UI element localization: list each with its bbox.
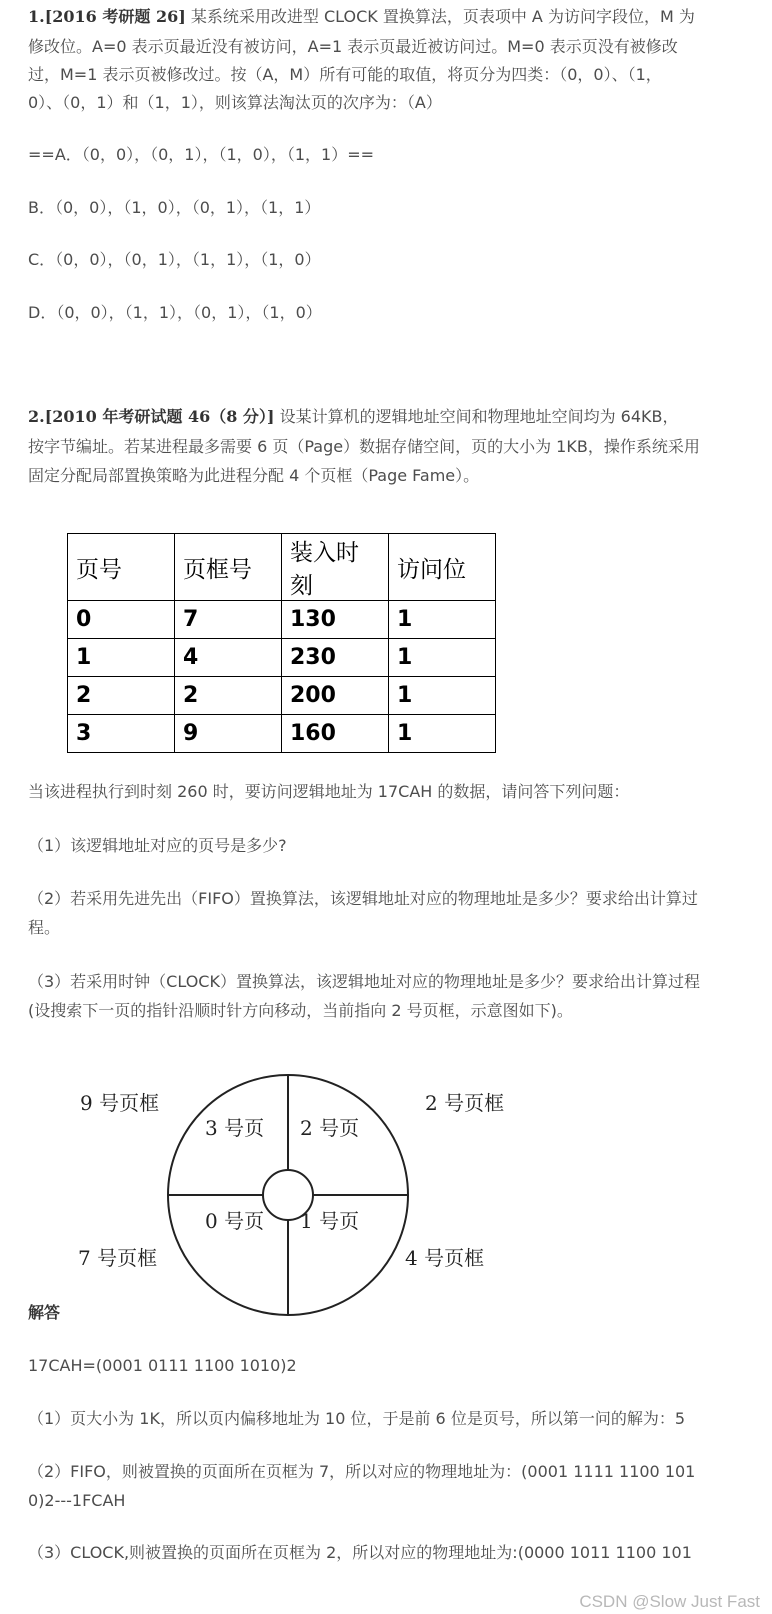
page-label-3: 3 号页 [205, 1116, 265, 1140]
page-label-1: 1 号页 [300, 1209, 360, 1233]
q2-label: 2.[2010 年考研试题 46（8 分）] [28, 407, 275, 426]
watermark: CSDN @Slow Just Fast [579, 1592, 760, 1611]
q1-option-a: ==A．（0，0），（0，1），（1，0），（1，1）== [28, 145, 375, 164]
frame-label-4: 4 号页框 [405, 1246, 485, 1270]
cell: 1 [389, 639, 496, 677]
cell: 0 [68, 601, 175, 639]
q2-sub3-line1: （3）若采用时钟（CLOCK）置换算法，该逻辑地址对应的物理地址是多少？要求给出计算过程 [28, 972, 700, 991]
q1-option-d: D．（0，0），（1，1），（0，1），（1，0） [28, 303, 322, 322]
cell: 4 [175, 639, 282, 677]
cell: 7 [175, 601, 282, 639]
cell: 200 [282, 677, 389, 715]
answer-2-line2: 0)2---1FCAH [28, 1491, 126, 1510]
table-row [68, 715, 496, 753]
q1-line2: 修改位。A=0 表示页最近没有被访问，A=1 表示页最近被访问过。M=0 表示页没有被修改 [28, 37, 678, 56]
cell: 230 [282, 639, 389, 677]
answer-binary: 17CAH=(0001 0111 1100 1010)2 [28, 1356, 297, 1375]
cell: 2 [175, 677, 282, 715]
q1-line4: 0）、（0，1）和（1，1），则该算法淘汰页的次序为：（A） [28, 93, 442, 112]
frame-label-7: 7 号页框 [78, 1246, 158, 1270]
frame-label-9: 9 号页框 [80, 1091, 160, 1115]
table-row [68, 601, 496, 639]
q1-line3: 过，M=1 表示页被修改过。按（A，M）所有可能的取值，将页分为四类：（0，0）、（1， [28, 65, 662, 84]
answer-1: （1）页大小为 1K，所以页内偏移地址为 10 位，于是前 6 位是页号，所以第一问的解为：5 [28, 1409, 686, 1428]
cell: 1 [389, 677, 496, 715]
cell: 1 [68, 639, 175, 677]
answer-2-line1: （2）FIFO，则被置换的页面所在页框为 7，所以对应的物理地址为：(0001 1111 1100 101 [28, 1462, 696, 1481]
header-page-number: 页号 [68, 534, 175, 601]
q1-label: 1.[2016 考研题 26] [28, 7, 186, 26]
frame-label-2: 2 号页框 [425, 1091, 505, 1115]
cell: 1 [389, 601, 496, 639]
clock-diagram [60, 1050, 520, 1320]
answer-heading: 解答 [28, 1303, 61, 1322]
header-access-bit: 访问位 [389, 534, 496, 601]
q1-option-b: B．（0，0），（1，0），（0，1），（1，1） [28, 198, 321, 217]
page-label-2: 2 号页 [300, 1116, 360, 1140]
cell: 160 [282, 715, 389, 753]
header-frame-number: 页框号 [175, 534, 282, 601]
q1-line1: 某系统采用改进型 CLOCK 置换算法，页表项中 A 为访问字段位，M 为 [185, 7, 695, 26]
table-row [68, 639, 496, 677]
cell: 3 [68, 715, 175, 753]
q1-paragraph [28, 2, 718, 32]
q2-line1: 设某计算机的逻辑地址空间和物理地址空间均为 64KB， [274, 407, 679, 426]
q2-line2: 按字节编址。若某进程最多需要 6 页（Page）数据存储空间，页的大小为 1KB，操作系统采用 [28, 437, 700, 456]
cell: 130 [282, 601, 389, 639]
cell: 1 [389, 715, 496, 753]
cell: 9 [175, 715, 282, 753]
q2-sub1: （1）该逻辑地址对应的页号是多少? [28, 836, 287, 855]
q2-sub2-line2: 程。 [28, 918, 61, 937]
q2-sub2-line1: （2）若采用先进先出（FIFO）置换算法，该逻辑地址对应的物理地址是多少？要求给出计算过 [28, 889, 698, 908]
q2-line3: 固定分配局部置换策略为此进程分配 4 个页框（Page Fame）。 [28, 466, 480, 485]
table-row [68, 677, 496, 715]
header-load-time: 装入时刻 [282, 534, 389, 601]
q2-paragraph [28, 402, 718, 432]
page-label-0: 0 号页 [205, 1209, 265, 1233]
answer-3: （3）CLOCK,则被置换的页面所在页框为 2，所以对应的物理地址为:(0000 1011 1100 101 [28, 1543, 692, 1562]
page-table [67, 533, 496, 753]
q2-intro: 当该进程执行到时刻 260 时，要访问逻辑地址为 17CAH 的数据，请问答下列问题： [28, 782, 630, 801]
page-table-header-row [68, 534, 496, 601]
q2-sub3-line2: (设搜索下一页的指针沿顺时针方向移动，当前指向 2 号页框，示意图如下)。 [28, 1001, 573, 1020]
cell: 2 [68, 677, 175, 715]
q1-option-c: C．（0，0），（0，1），（1，1），（1，0） [28, 250, 321, 269]
